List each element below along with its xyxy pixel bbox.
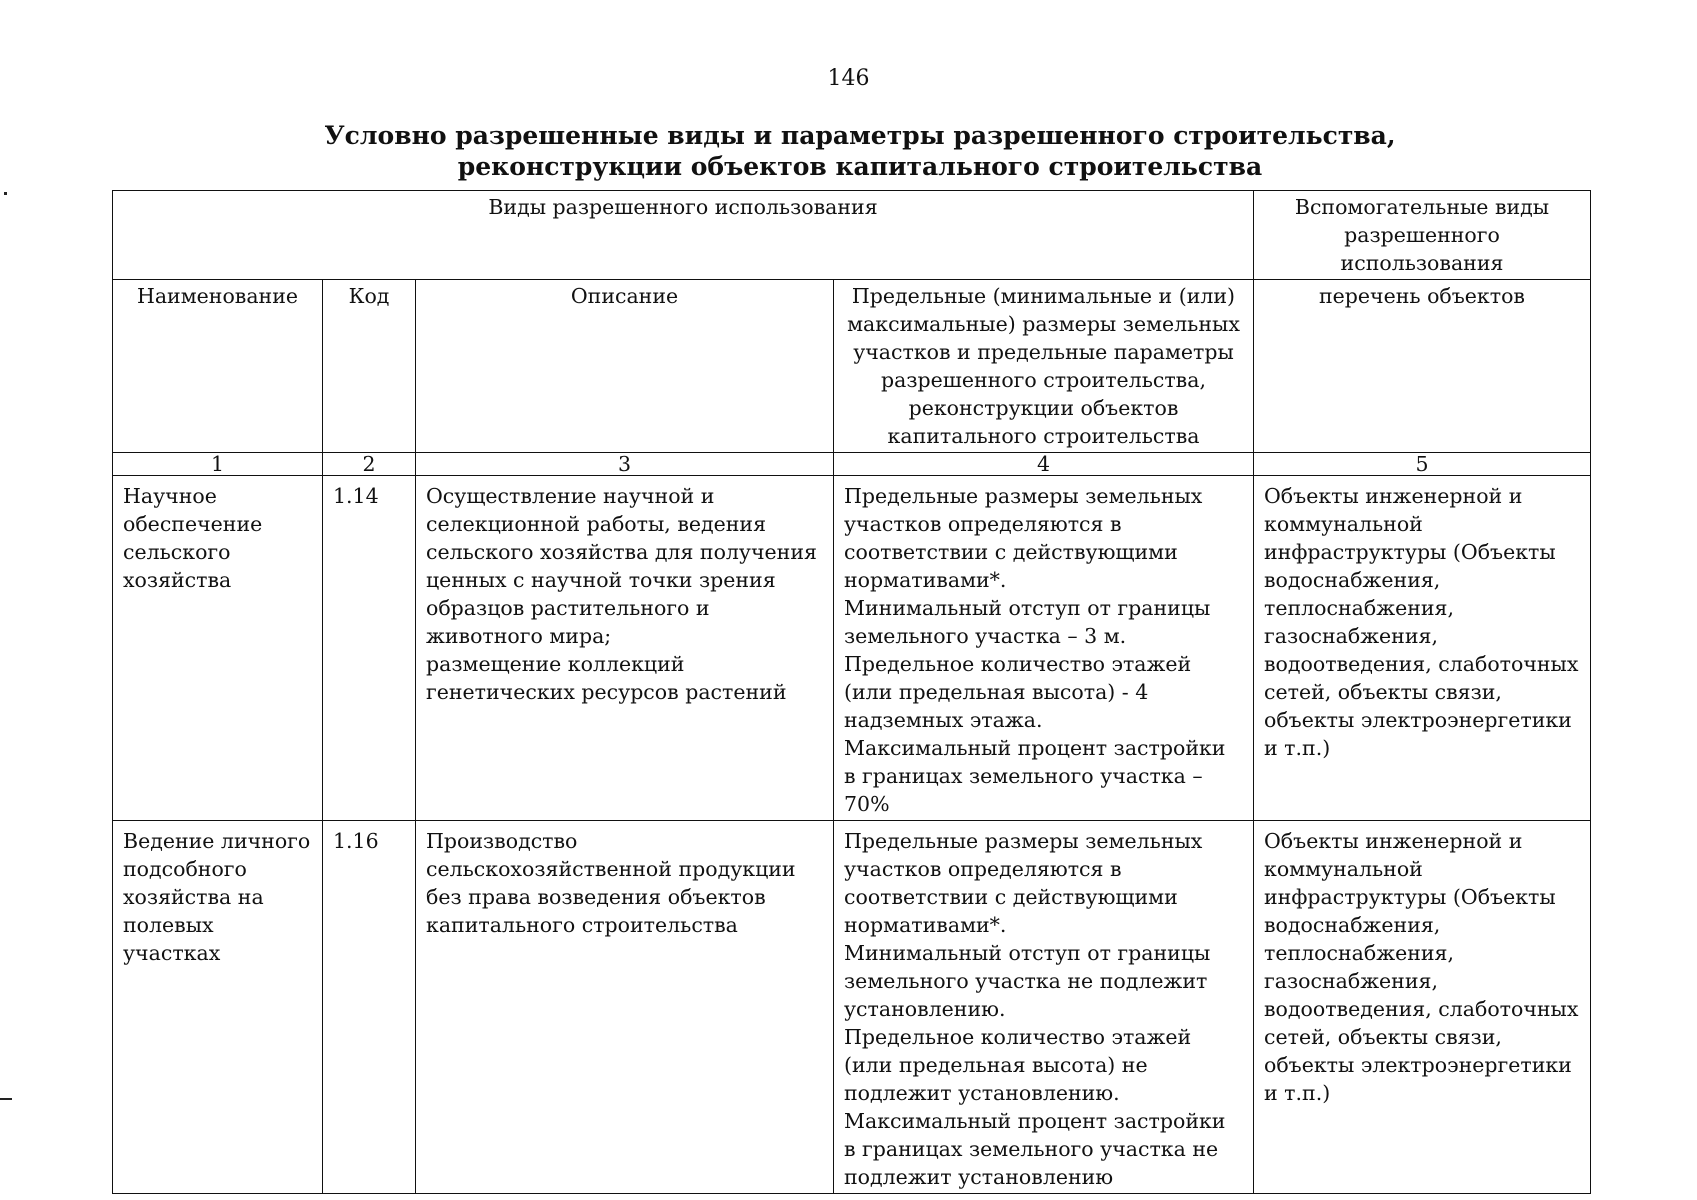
- document-title: Условно разрешенные виды и параметры разрешенного строительства, реконструкции объектов капитального строительства: [324, 121, 1396, 181]
- column-number: 5: [1254, 453, 1591, 476]
- column-header-description: Описание: [416, 280, 834, 453]
- table-header-row-group: [113, 191, 1591, 280]
- column-header-code: Код: [323, 280, 416, 453]
- cell-parameters: Предельные размеры земельных участков определяются в соответствии с действующими нормативами*. Минимальный отступ от границы земельного участка – 3 м. Предельное количество этажей (или предельная высота) - 4 надземных этажа. Максимальный процент застройки в границах земельного участка – 70%: [834, 476, 1254, 821]
- margin-mark-bottom: [0, 1098, 12, 1100]
- column-number: 2: [323, 453, 416, 476]
- cell-description: Производство сельскохозяйственной продукции без права возведения объектов капитального строительства: [416, 821, 834, 1194]
- cell-name: Научное обеспечение сельского хозяйства: [113, 476, 323, 821]
- table-row: [113, 821, 1591, 1194]
- aux-header: Вспомогательные виды разрешенного использования: [1254, 191, 1591, 280]
- column-number: 1: [113, 453, 323, 476]
- group-header: Виды разрешенного использования: [113, 191, 1254, 280]
- cell-code: 1.16: [323, 821, 416, 1194]
- column-number: 3: [416, 453, 834, 476]
- page-number: 146: [827, 66, 870, 91]
- column-header-objects: перечень объектов: [1254, 280, 1591, 453]
- column-number-row: [113, 453, 1591, 476]
- permitted-use-table: [112, 190, 1591, 1194]
- cell-auxiliary: Объекты инженерной и коммунальной инфраструктуры (Объекты водоснабжения, теплоснабжения, газоснабжения, водоотведения, слаботочных сетей, объекты связи, объекты электроэнергетики и т.п.): [1254, 821, 1591, 1194]
- margin-mark-top: [4, 192, 7, 195]
- column-header-parameters: Предельные (минимальные и (или) максимальные) размеры земельных участков и предельные параметры разрешенного строительства, реконструкции объектов капитального строительства: [834, 280, 1254, 453]
- cell-description: Осуществление научной и селекционной работы, ведения сельского хозяйства для получения ценных с научной точки зрения образцов растительного и животного мира; размещение коллекций генетических ресурсов растений: [416, 476, 834, 821]
- table-row: [113, 476, 1591, 821]
- cell-code: 1.14: [323, 476, 416, 821]
- cell-auxiliary: Объекты инженерной и коммунальной инфраструктуры (Объекты водоснабжения, теплоснабжения, газоснабжения, водоотведения, слаботочных сетей, объекты связи, объекты электроэнергетики и т.п.): [1254, 476, 1591, 821]
- cell-parameters: Предельные размеры земельных участков определяются в соответствии с действующими нормативами*. Минимальный отступ от границы земельного участка не подлежит установлению. Предельное количество этажей (или предельная высота) не подлежит установлению. Максимальный процент застройки в границах земельного участка не подлежит установлению: [834, 821, 1254, 1194]
- cell-name: Ведение личного подсобного хозяйства на полевых участках: [113, 821, 323, 1194]
- table-header-row-columns: [113, 280, 1591, 453]
- column-header-name: Наименование: [113, 280, 323, 453]
- column-number: 4: [834, 453, 1254, 476]
